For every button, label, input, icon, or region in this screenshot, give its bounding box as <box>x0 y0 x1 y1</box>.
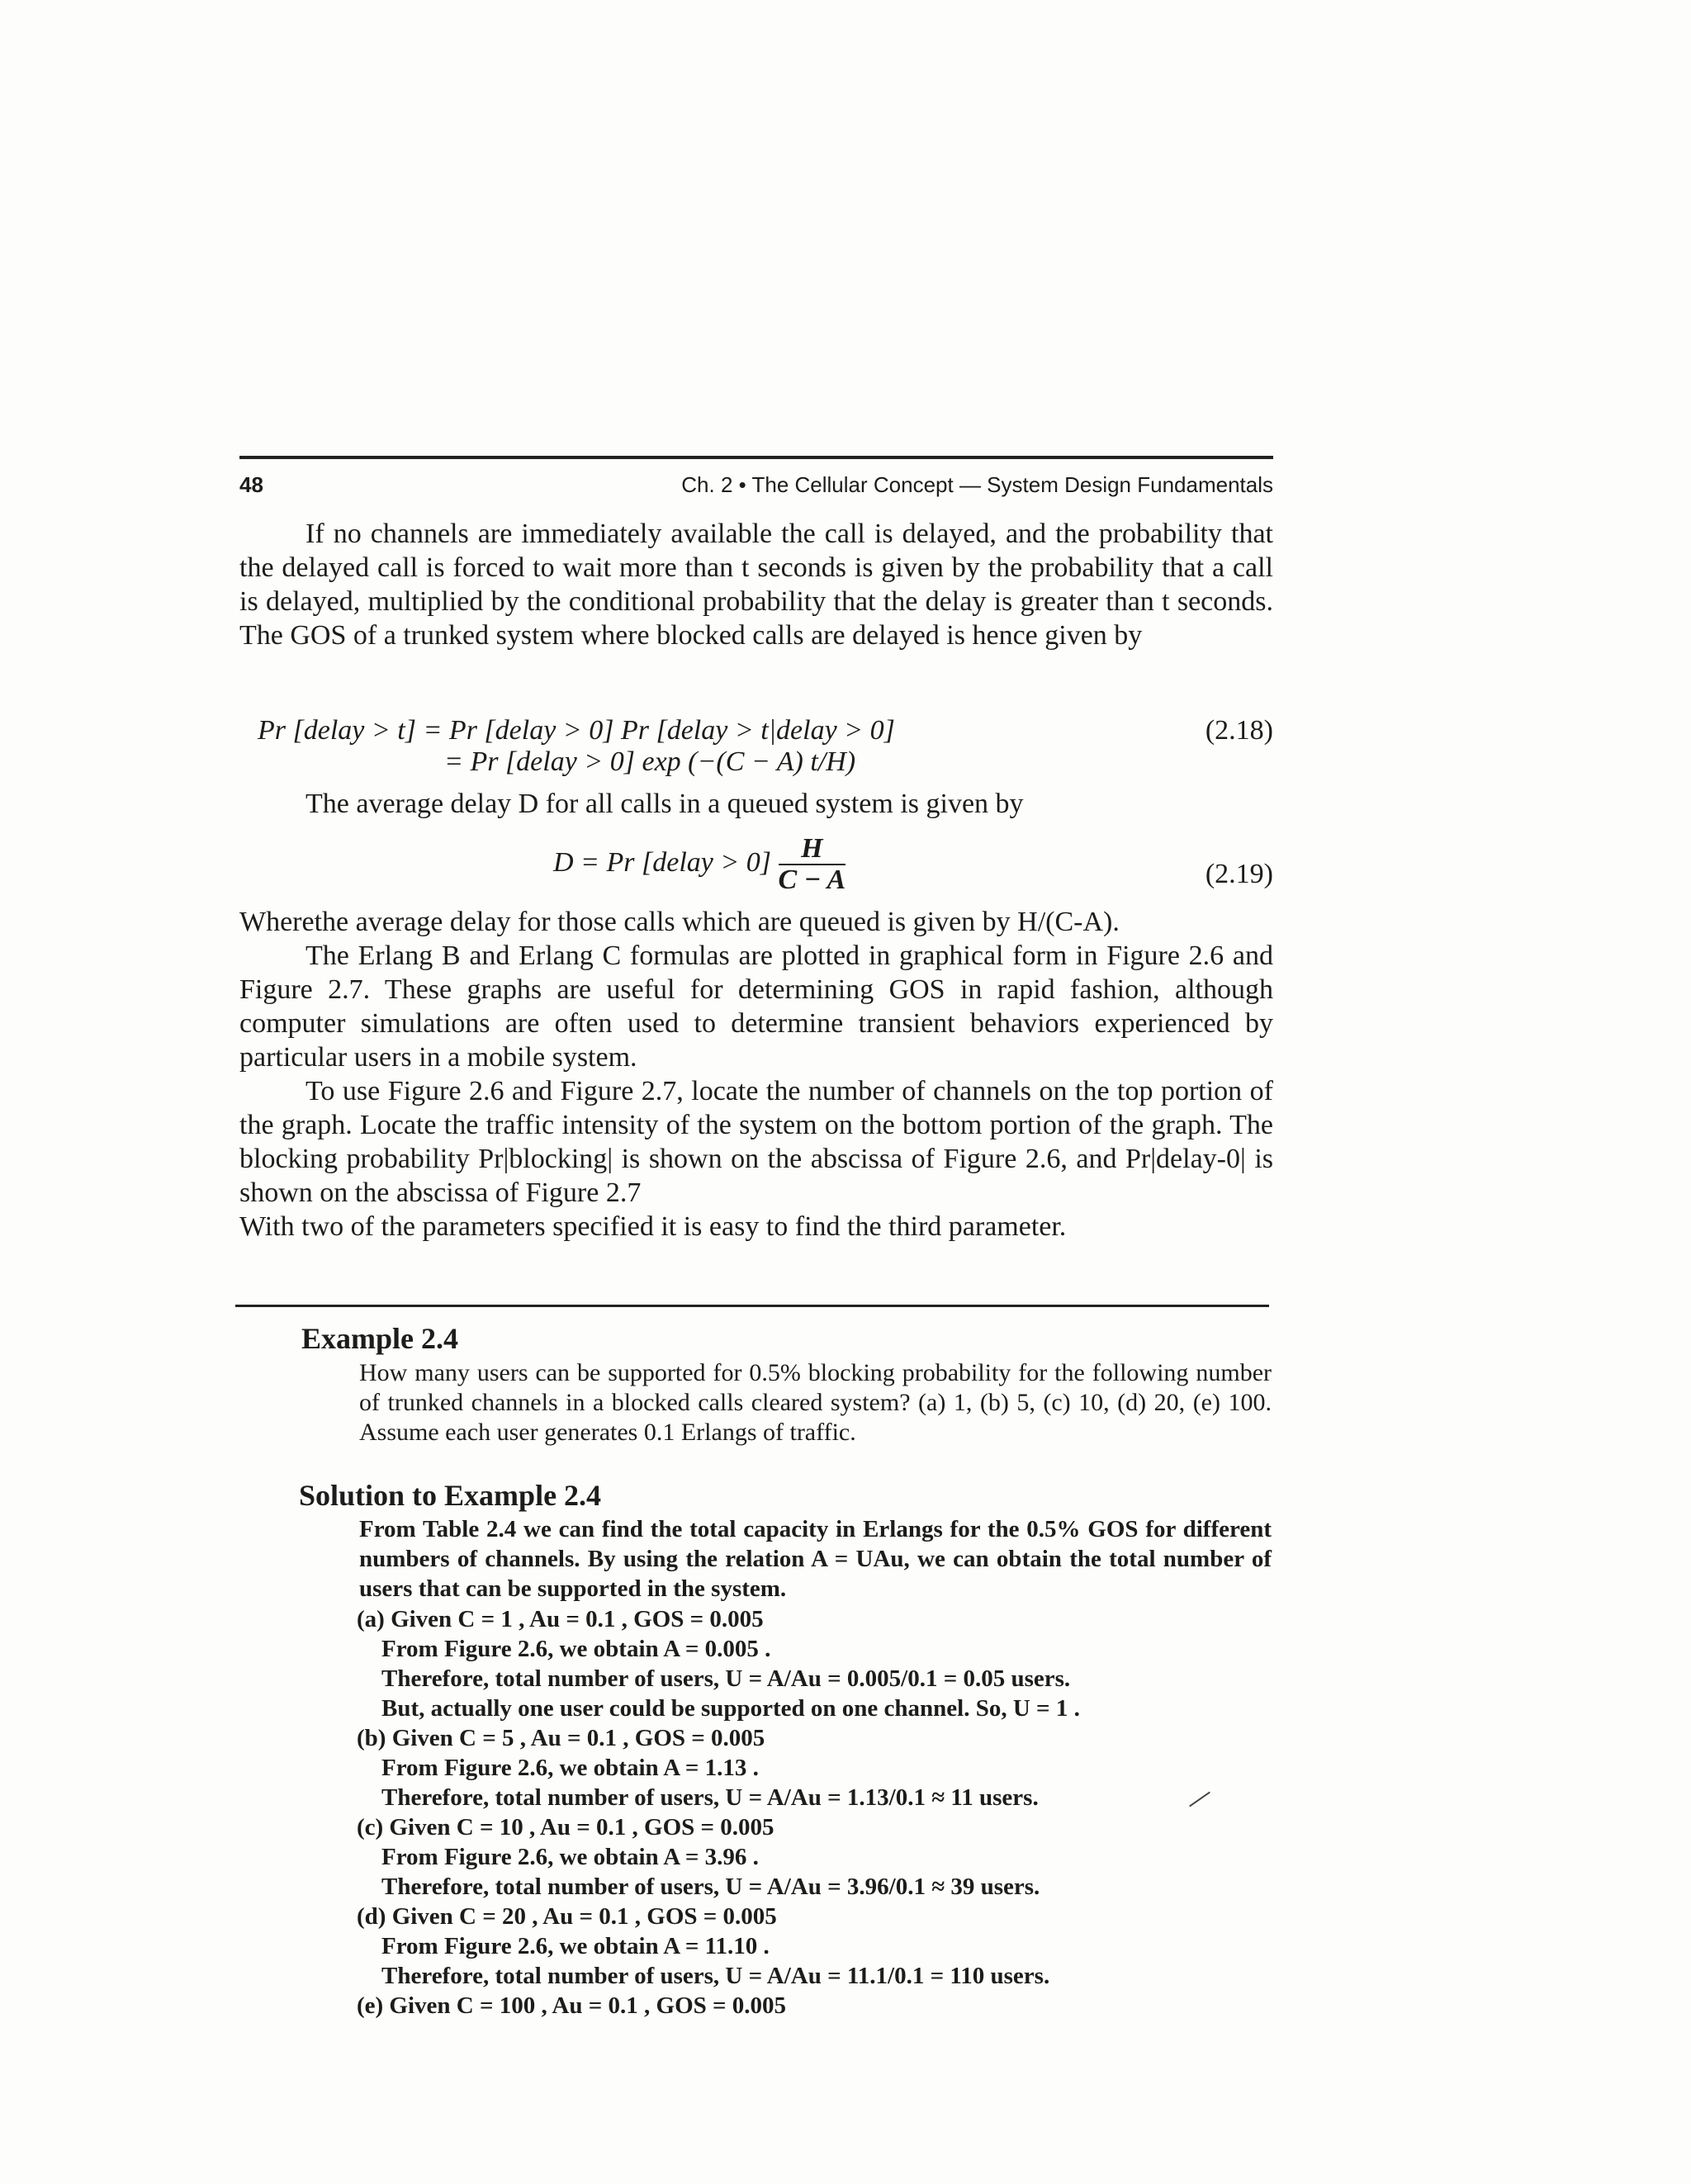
solution-title: Solution to Example 2.4 <box>299 1479 602 1512</box>
example-rule <box>235 1305 1269 1307</box>
solution-line: Therefore, total number of users, U = A/Au = 11.1/0.1 = 110 users. <box>381 1963 1050 1989</box>
solution-line: From Figure 2.6, we obtain A = 3.96 . <box>381 1844 759 1870</box>
paragraph-erlang-plots: The Erlang B and Erlang C formulas are plotted in graphical form in Figure 2.6 and Figure 2.7. These graphs are useful for determining GOS in rapid fashion, although computer simulations are often used to determine transient behaviors experienced by particular users in a mobile system. <box>239 940 1273 1073</box>
example-text: How many users can be supported for 0.5% blocking probability for the following number of trunked channels in a blocked calls cleared system? (a) 1, (b) 5, (c) 10, (d) 20, (e) 100. Assume each user generates 0.1 Erlangs of traffic. <box>359 1359 1272 1446</box>
solution-line: From Figure 2.6, we obtain A = 0.005 . <box>381 1636 771 1662</box>
paragraph-queued-delay: Wherethe average delay for those calls which are queued is given by H/(C-A). <box>239 907 1120 937</box>
solution-line: (e) Given C = 100 , Au = 0.1 , GOS = 0.005 <box>357 1992 787 2019</box>
paragraph-delay-intro: If no channels are immediately available the call is delayed, and the probability that the delayed call is forced to wait more than t seconds is given by the probability that a call is delayed, multiplied by the conditional probability that the delay is greater than t seconds. The GOS of a trunked system where blocked calls are delayed is hence given by <box>239 519 1273 651</box>
equation-2-18-line1: Pr [delay > t] = Pr [delay > 0] Pr [delay > t|delay > 0] <box>258 715 895 746</box>
solution-line: (d) Given C = 20 , Au = 0.1 , GOS = 0.005 <box>357 1903 777 1930</box>
equation-2-19 <box>553 834 846 895</box>
solution-intro: From Table 2.4 we can find the total capacity in Erlangs for the 0.5% GOS for different numbers of channels. By using the relation A = UAu, we can obtain the total number of users that can be supported in the system. <box>359 1516 1272 1602</box>
paragraph-figure-usage: To use Figure 2.6 and Figure 2.7, locate the number of channels on the top portion of the graph. Locate the traffic intensity of the system on the bottom portion of the graph. The blocking probability Pr|blocking| is shown on the abscissa of Figure 2.6, and Pr|delay-0| is shown on the abscissa of Figure 2.7 <box>239 1076 1273 1208</box>
solution-line: (a) Given C = 1 , Au = 0.1 , GOS = 0.005 <box>357 1606 764 1632</box>
equation-2-18-line2: = Pr [delay > 0] exp (−(C − A) t/H) <box>444 746 856 777</box>
fraction-numerator: H <box>779 834 846 865</box>
equation-number-2-19: (2.19) <box>1205 859 1273 889</box>
example-title: Example 2.4 <box>301 1322 459 1355</box>
solution-line: But, actually one user could be supported on one channel. So, U = 1 . <box>381 1695 1080 1722</box>
running-title: Ch. 2 • The Cellular Concept — System Design Fundamentals <box>681 472 1273 497</box>
solution-line: From Figure 2.6, we obtain A = 1.13 . <box>381 1755 759 1781</box>
equation-number-2-18: (2.18) <box>1205 715 1273 746</box>
header-rule <box>239 456 1273 459</box>
solution-line: (c) Given C = 10 , Au = 0.1 , GOS = 0.005 <box>357 1814 774 1841</box>
solution-line: Therefore, total number of users, U = A/Au = 3.96/0.1 ≈ 39 users. <box>381 1874 1040 1900</box>
equation-2-19-fraction <box>779 834 846 895</box>
paragraph-average-delay: The average delay D for all calls in a queued system is given by <box>306 789 1024 819</box>
equation-2-19-lhs: D = Pr [delay > 0] <box>553 846 772 878</box>
solution-line: From Figure 2.6, we obtain A = 11.10 . <box>381 1933 770 1959</box>
paragraph-parameters: With two of the parameters specified it is easy to find the third parameter. <box>239 1211 1067 1242</box>
solution-line: (b) Given C = 5 , Au = 0.1 , GOS = 0.005 <box>357 1725 765 1751</box>
solution-line: Therefore, total number of users, U = A/Au = 0.005/0.1 = 0.05 users. <box>381 1665 1071 1692</box>
page-number: 48 <box>239 472 263 497</box>
fraction-denominator: C − A <box>778 865 846 895</box>
pen-mark <box>1189 1792 1210 1807</box>
solution-line: Therefore, total number of users, U = A/Au = 1.13/0.1 ≈ 11 users. <box>381 1784 1039 1811</box>
